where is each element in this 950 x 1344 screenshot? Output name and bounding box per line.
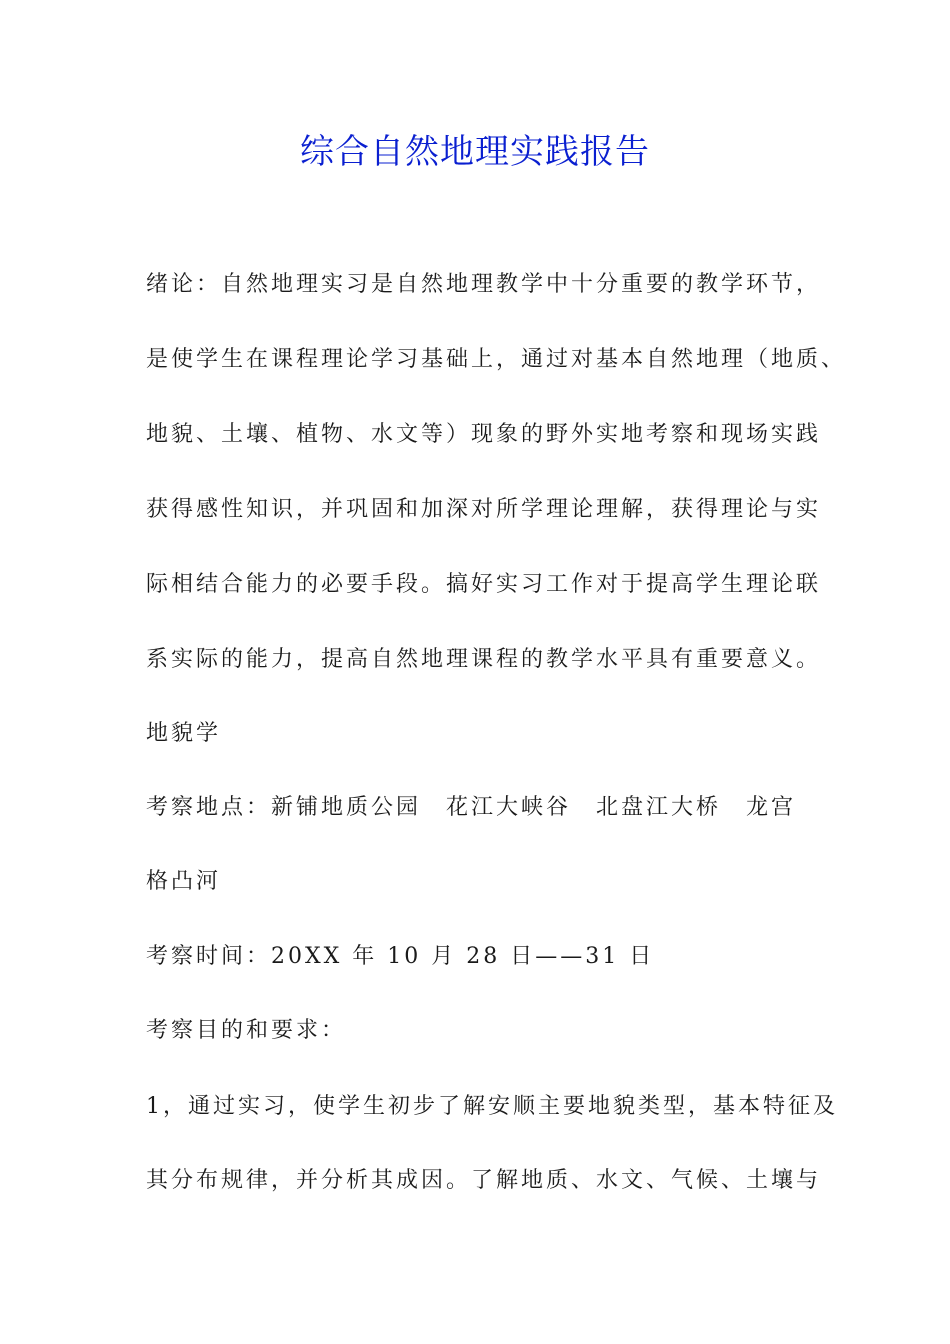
- paragraph-line: 绪论：自然地理实习是自然地理教学中十分重要的教学环节，: [146, 272, 822, 297]
- paragraph-line: 是使学生在课程理论学习基础上，通过对基本自然地理（地质、: [146, 347, 847, 372]
- paragraph-line: 1，通过实习，使学生初步了解安顺主要地貌类型，基本特征及: [146, 1094, 838, 1119]
- paragraph-line: 系实际的能力，提高自然地理课程的教学水平具有重要意义。: [146, 647, 822, 672]
- paragraph-line: 其分布规律，并分析其成因。了解地质、水文、气候、土壤与: [146, 1168, 822, 1193]
- paragraph-line: 考察目的和要求：: [146, 1018, 347, 1043]
- paragraph-line: 考察时间：20XX 年 10 月 28 日——31 日: [146, 944, 655, 969]
- paragraph-line: 地貌、土壤、植物、水文等）现象的野外实地考察和现场实践: [146, 422, 822, 447]
- paragraph-line: 际相结合能力的必要手段。搞好实习工作对于提高学生理论联: [146, 572, 822, 597]
- paragraph-line: 获得感性知识，并巩固和加深对所学理论理解，获得理论与实: [146, 497, 822, 522]
- paragraph-line: 格凸河: [146, 869, 222, 894]
- section-heading: 地貌学: [146, 721, 222, 746]
- document-title: 综合自然地理实践报告: [300, 132, 650, 172]
- paragraph-line: 考察地点：新铺地质公园 花江大峡谷 北盘江大桥 龙宫: [146, 795, 797, 820]
